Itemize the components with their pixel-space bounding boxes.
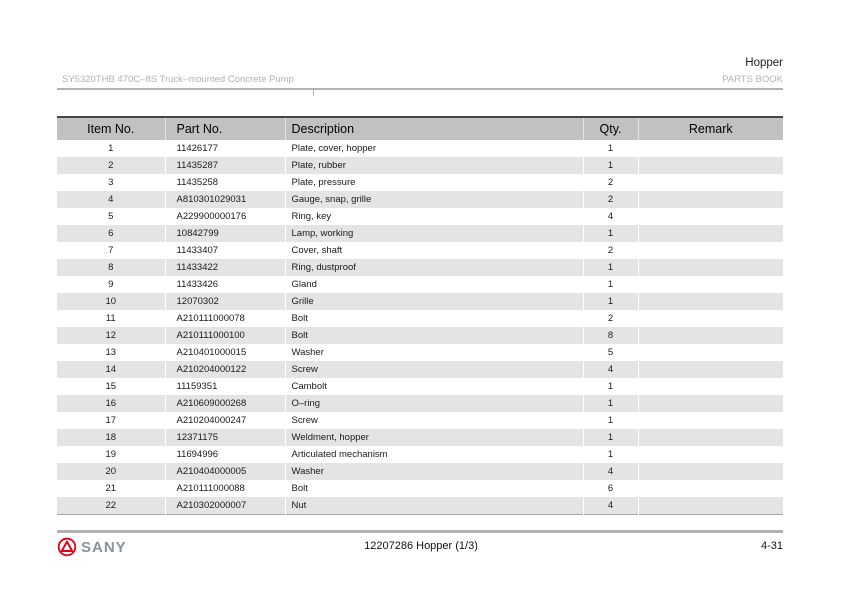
table-cell-qty: 1 [583,429,638,446]
table-cell-description: Lamp, working [285,225,583,242]
table-cell-remark [638,395,783,412]
document-title: SY5320THB 470C–8S Truck–mounted Concrete Pump [62,74,294,85]
table-cell-description: Ring, dustproof [285,259,583,276]
table-cell-qty: 1 [583,225,638,242]
table-cell-item-no: 15 [105,381,117,392]
table-cell-description: Cambolt [285,378,583,395]
table-cell-part-no: 11435258 [165,174,285,191]
table-cell-part-no: 11426177 [165,140,285,157]
table-cell-item-no: 20 [57,463,165,480]
table-cell-remark [638,310,783,327]
table-cell-qty: 1 [583,293,638,310]
table-cell-item-no: 14 [57,361,165,378]
table-cell-qty: 4 [583,497,638,515]
column-header-remark: Remark [638,117,783,140]
table-cell-part-no: A210609000268 [165,395,285,412]
table-row [57,276,783,293]
table-cell-description: Bolt [285,310,583,327]
table-cell-item-no: 9 [108,279,114,290]
table-row [57,361,783,378]
table-cell-part-no: A210111000100 [165,327,285,344]
table-cell-item-no: 18 [57,429,165,446]
table-cell-description: Nut [285,497,583,515]
table-cell-remark [638,259,783,276]
table-cell-description: Plate, rubber [285,157,583,174]
table-row [57,429,783,446]
parts-table-header [57,117,783,140]
table-cell-part-no: A810301029031 [165,191,285,208]
table-cell-item-no: 5 [108,211,114,222]
table-cell-description: Grille [285,293,583,310]
table-cell-remark [638,412,783,429]
table-cell-remark [638,361,783,378]
table-cell-qty: 2 [583,310,638,327]
table-cell-remark [638,242,783,259]
sany-wordmark: SANY [81,538,127,556]
table-cell-qty: 1 [583,395,638,412]
table-cell-item-no: 1 [108,143,114,154]
column-header-qty: Qty. [583,117,638,140]
table-cell-qty: 1 [583,140,638,157]
section-title: Hopper [745,57,783,69]
table-cell-qty: 1 [583,412,638,429]
table-cell-remark [638,191,783,208]
table-cell-qty: 1 [583,259,638,276]
table-row [57,208,783,225]
table-cell-item-no: 8 [57,259,165,276]
table-cell-qty: 1 [583,446,638,463]
table-cell-item-no: 17 [105,415,117,426]
table-cell-qty: 4 [583,208,638,225]
table-cell-description: Washer [285,344,583,361]
table-cell-part-no: A210404000005 [165,463,285,480]
table-cell-qty: 1 [583,157,638,174]
footer-divider-rule [57,530,783,533]
table-cell-remark [638,174,783,191]
table-cell-part-no: 12371175 [165,429,285,446]
table-cell-remark [638,293,783,310]
table-cell-description: O–ring [285,395,583,412]
table-row [57,191,783,208]
table-cell-description: Plate, cover, hopper [285,140,583,157]
parts-table-body [57,140,783,515]
table-cell-part-no: 11159351 [165,378,285,395]
footer-document-reference: 12207286 Hopper (1/3) [364,540,478,552]
table-cell-part-no: A210204000122 [165,361,285,378]
table-cell-description: Gauge, snap, grille [285,191,583,208]
table-cell-description: Gland [285,276,583,293]
table-cell-item-no: 12 [57,327,165,344]
table-cell-item-no: 13 [105,347,117,358]
table-cell-qty: 5 [583,344,638,361]
table-cell-part-no: A210204000247 [165,412,285,429]
table-row [57,497,783,515]
table-row [57,446,783,463]
table-cell-description: Bolt [285,327,583,344]
table-row [57,157,783,174]
table-cell-qty: 4 [583,463,638,480]
table-cell-part-no: 10842799 [165,225,285,242]
table-cell-item-no: 6 [57,225,165,242]
table-row [57,174,783,191]
table-cell-qty: 2 [583,191,638,208]
parts-table [57,116,783,515]
column-header-part-no: Part No. [165,117,285,140]
table-cell-remark [638,344,783,361]
table-cell-remark [638,140,783,157]
table-cell-description: Articulated mechanism [285,446,583,463]
table-row [57,259,783,276]
table-header-row [57,117,783,140]
table-cell-part-no: A210302000007 [165,497,285,515]
table-row [57,310,783,327]
table-cell-item-no: 21 [105,483,117,494]
table-cell-remark [638,225,783,242]
table-cell-remark [638,378,783,395]
table-cell-qty: 2 [583,174,638,191]
table-cell-qty: 4 [583,361,638,378]
table-row [57,412,783,429]
parts-book-label: PARTS BOOK [722,74,783,85]
table-cell-remark [638,157,783,174]
table-cell-item-no: 19 [105,449,117,460]
table-cell-part-no: 11433426 [165,276,285,293]
table-cell-description: Screw [285,412,583,429]
table-cell-description: Weldment, hopper [285,429,583,446]
table-cell-description: Washer [285,463,583,480]
table-cell-description: Plate, pressure [285,174,583,191]
table-cell-part-no: 12070302 [165,293,285,310]
table-cell-qty: 2 [583,242,638,259]
table-cell-part-no: A229900000176 [165,208,285,225]
table-cell-item-no: 22 [57,497,165,515]
table-row [57,463,783,480]
table-cell-remark [638,208,783,225]
table-cell-description: Ring, key [285,208,583,225]
table-cell-description: Screw [285,361,583,378]
table-cell-item-no: 2 [57,157,165,174]
table-cell-qty: 8 [583,327,638,344]
table-cell-item-no: 3 [108,177,114,188]
table-cell-qty: 1 [583,378,638,395]
table-cell-item-no: 16 [57,395,165,412]
table-cell-remark [638,463,783,480]
header-divider-rule [57,88,783,90]
table-cell-description: Cover, shaft [285,242,583,259]
column-header-item-no: Item No. [57,117,165,140]
table-row [57,480,783,497]
table-cell-item-no: 4 [57,191,165,208]
table-cell-item-no: 11 [105,313,116,324]
table-row [57,378,783,395]
table-cell-part-no: A210401000015 [165,344,285,361]
table-cell-qty: 6 [583,480,638,497]
table-row [57,140,783,157]
table-cell-part-no: 11433407 [165,242,285,259]
footer-page-number: 4-31 [760,540,783,552]
table-cell-item-no: 10 [57,293,165,310]
table-cell-description: Bolt [285,480,583,497]
table-cell-part-no: A210111000088 [165,480,285,497]
column-header-description: Description [285,117,583,140]
table-cell-remark [638,276,783,293]
table-cell-part-no: 11433422 [165,259,285,276]
table-cell-item-no: 7 [108,245,114,256]
table-cell-remark [638,480,783,497]
table-cell-remark [638,497,783,515]
table-row [57,293,783,310]
table-cell-part-no: 11435287 [165,157,285,174]
table-row [57,344,783,361]
table-row [57,327,783,344]
table-cell-part-no: 11694996 [165,446,285,463]
table-cell-remark [638,327,783,344]
table-cell-remark [638,446,783,463]
rule-tick [313,88,314,96]
table-row [57,225,783,242]
table-cell-remark [638,429,783,446]
table-row [57,395,783,412]
table-row [57,242,783,259]
table-cell-qty: 1 [583,276,638,293]
table-cell-part-no: A210111000078 [165,310,285,327]
